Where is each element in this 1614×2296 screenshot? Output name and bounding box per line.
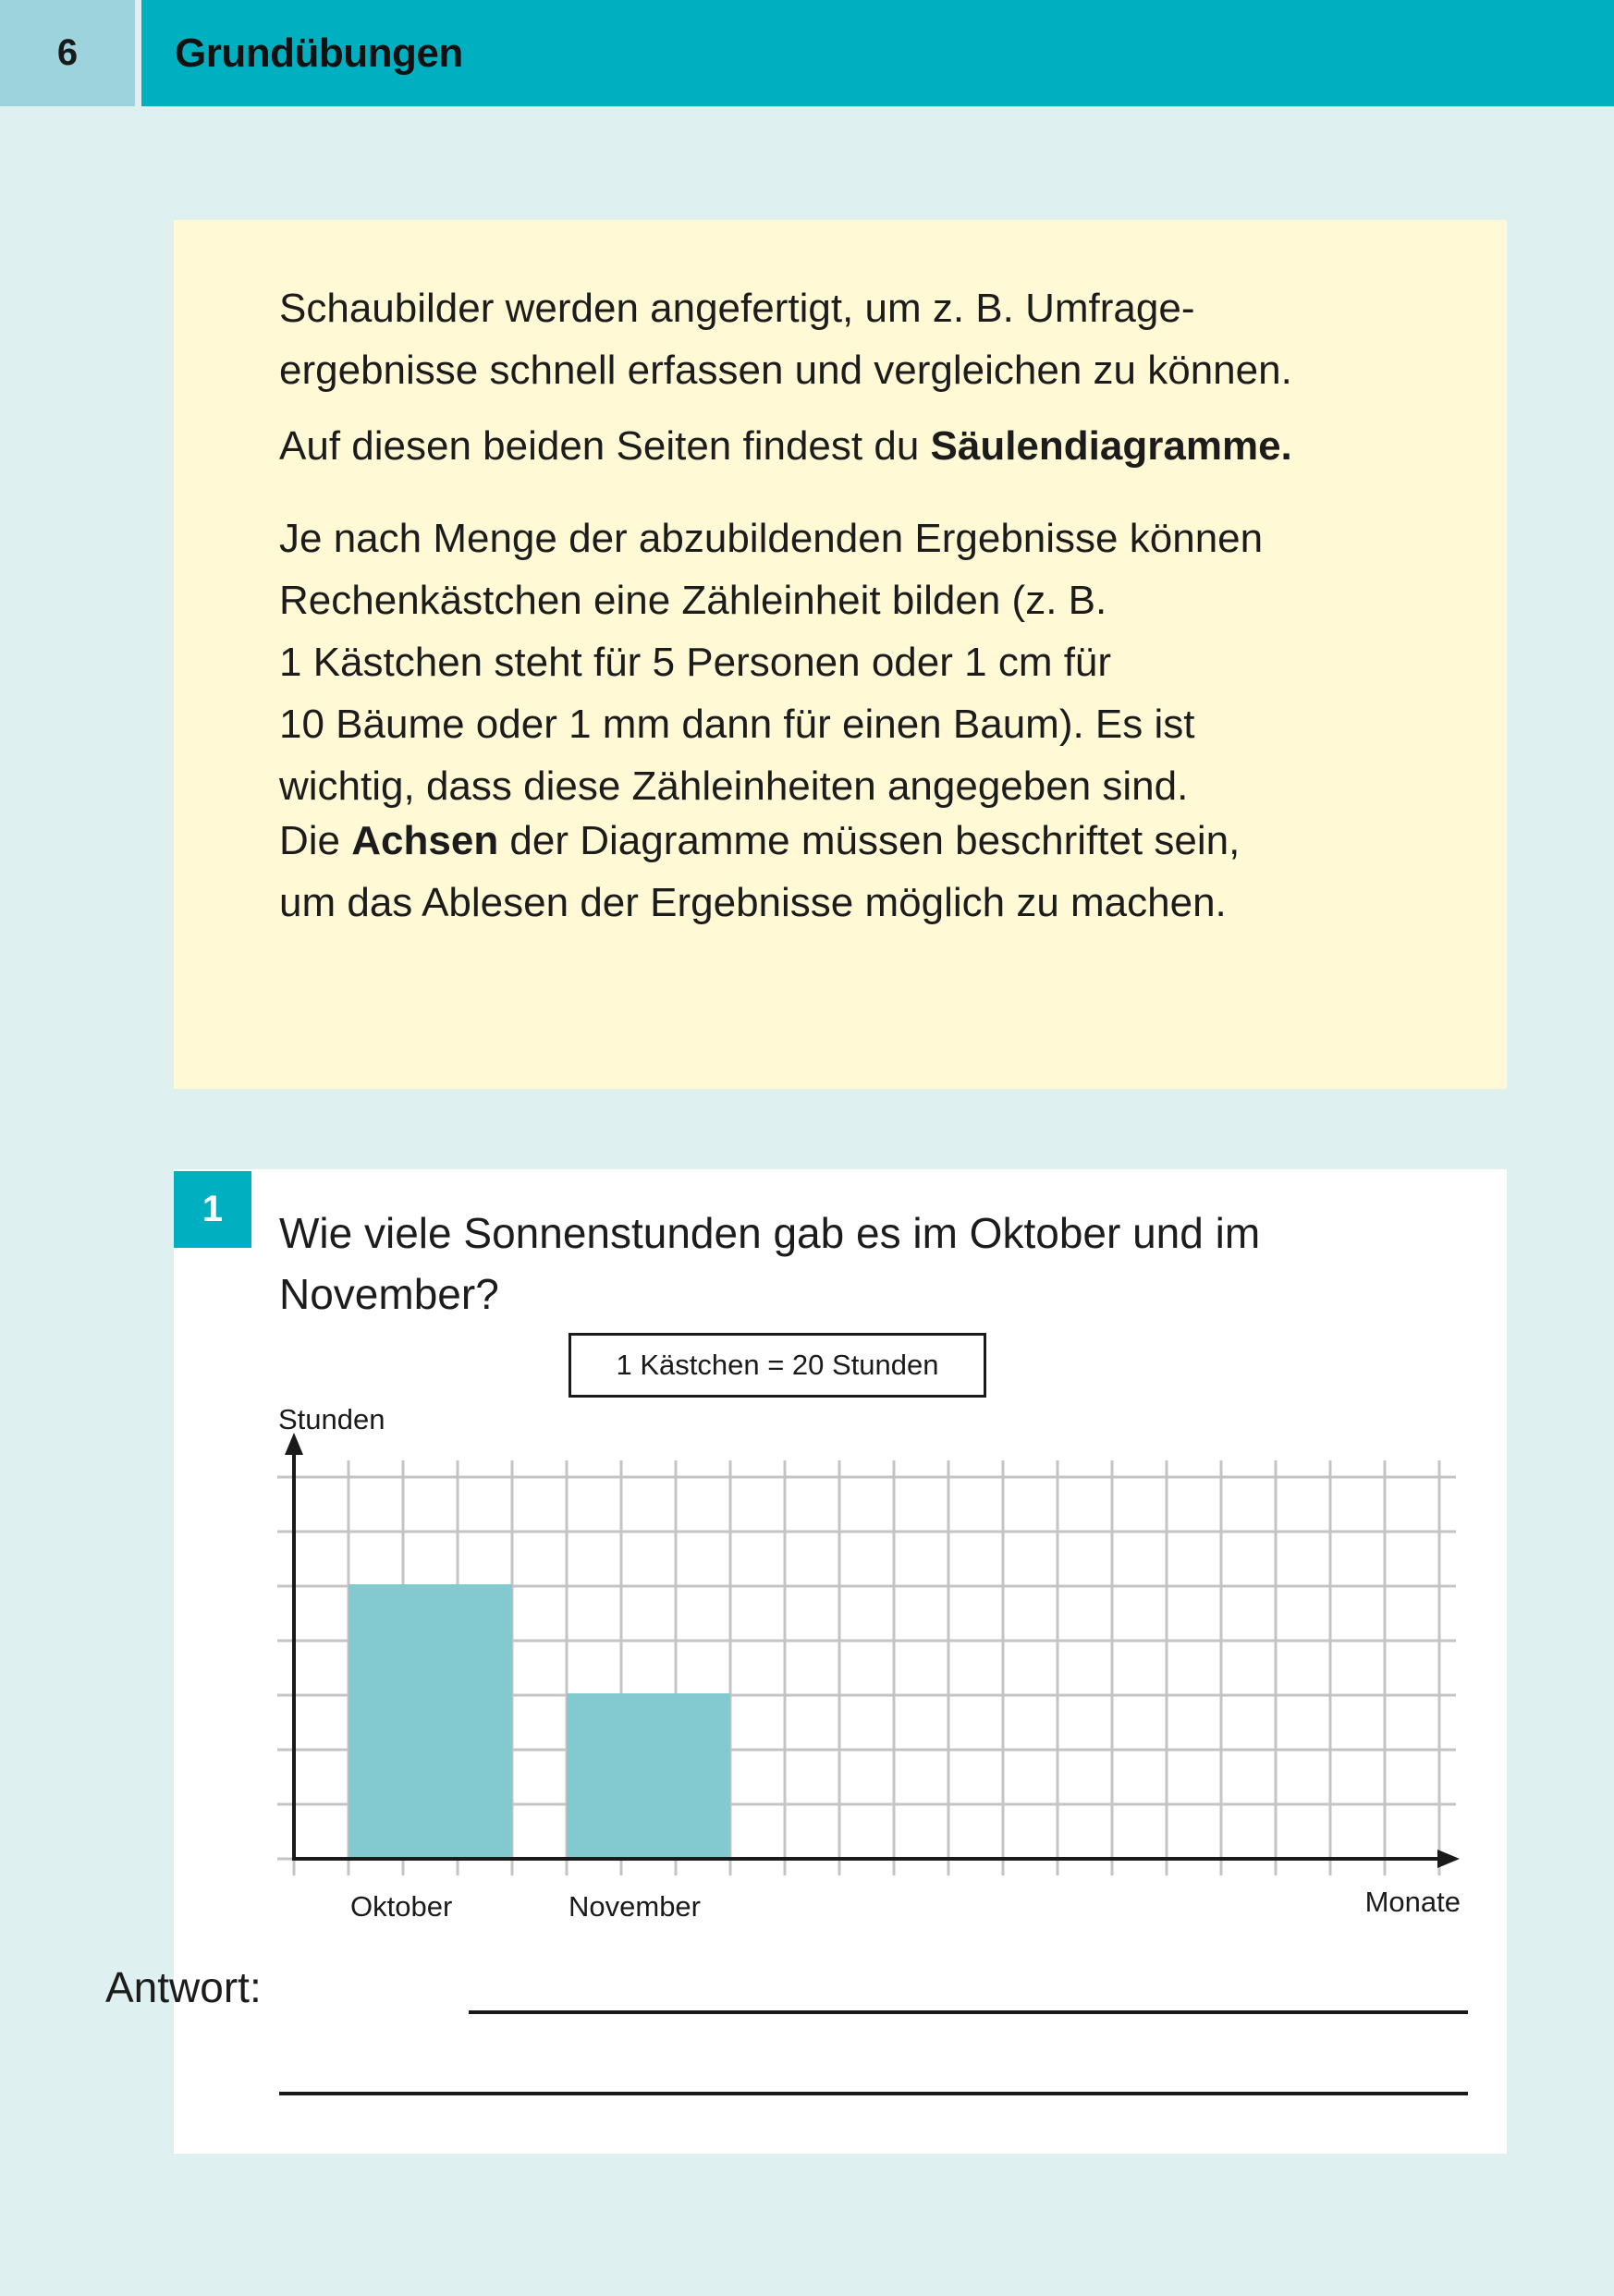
x-axis-label: Monate [1364, 1886, 1461, 1918]
exercise-question: Wie viele Sonnenstunden gab es im Oktober und im November? [279, 1209, 1261, 1318]
info-paragraph-2: Auf diesen beiden Seiten findest du Säulendiagramme. [279, 423, 1292, 469]
bar-oktober [348, 1584, 512, 1859]
y-axis-arrow-icon [285, 1433, 303, 1455]
answer-input-line-1[interactable] [469, 2010, 1468, 2014]
y-axis-label: Stunden [278, 1403, 385, 1435]
answer-input-line-2[interactable] [279, 2092, 1468, 2095]
answer-label: Antwort: [105, 1963, 262, 2011]
x-tick-label: Oktober [350, 1890, 453, 1923]
legend-text: 1 Kästchen = 20 Stunden [616, 1349, 939, 1381]
bar-november [567, 1693, 730, 1859]
x-axis-arrow-icon [1437, 1850, 1460, 1868]
exercise-number-badge: 1 [174, 1171, 251, 1248]
info-paragraph-3: Je nach Menge der abzubildenden Ergebnisse können Rechenkästchen eine Zähleinheit bilden (z. B. 1 Kästchen steht für 5 Personen oder 1 cm für 10 Bäume oder 1 mm dann für einen Baum). Es ist wichtig, dass diese Zähleinheiten angegeben sind. [279, 516, 1264, 809]
info-paragraph-1: Schaubilder werden angefertigt, um z. B. Umfrage- ergebnisse schnell erfassen und vergleichen zu können. [279, 286, 1292, 393]
page-number: 6 [0, 0, 135, 106]
x-tick-label: November [569, 1890, 701, 1923]
info-paragraph-4: Die Achsen der Diagramme müssen beschriftet sein, um das Ablesen der Ergebnisse möglich zu machen. [279, 818, 1241, 925]
page-title: Grundübungen [175, 30, 463, 76]
